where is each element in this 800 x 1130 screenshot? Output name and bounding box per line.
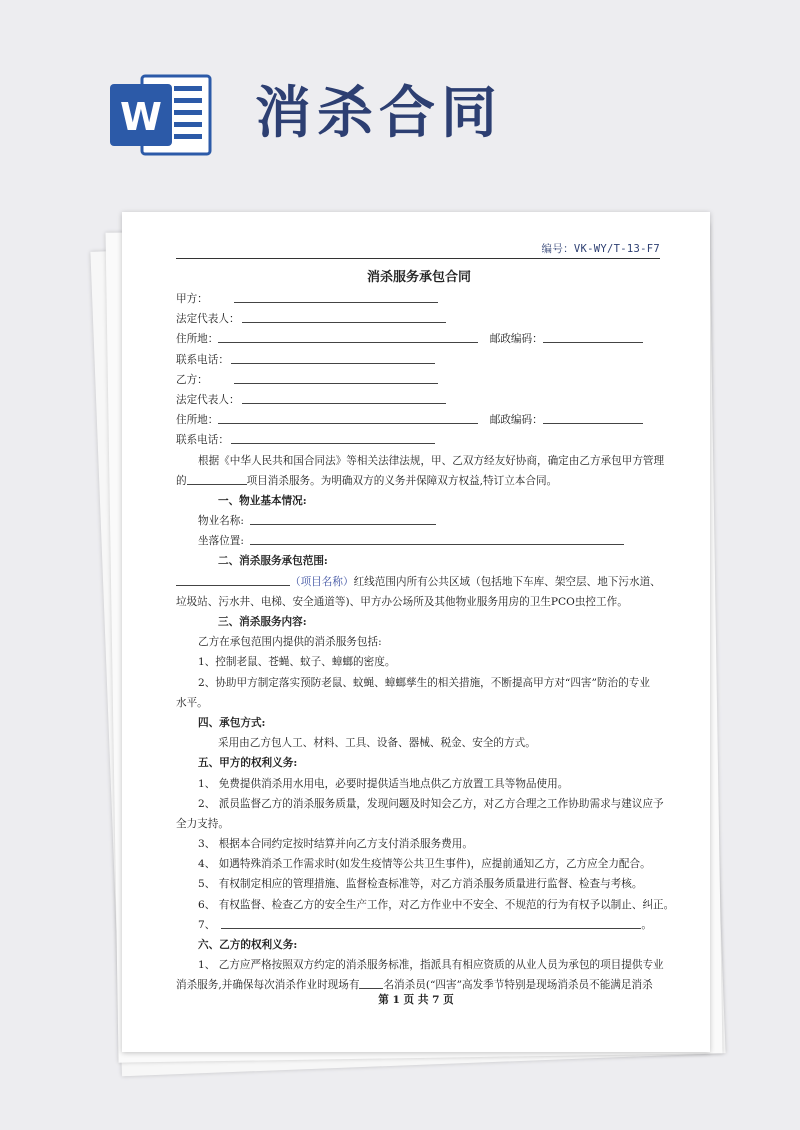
address-b-row <box>176 410 662 430</box>
duty-text: 名消杀员(“四害”高发季节特别是现场消杀员不能满足消杀 <box>383 979 653 992</box>
party-a-duty-2: 2、 派员监督乙方的消杀服务质量，发现问题及时知会乙方，对乙方合理之工作协助需求与建议应予 <box>198 797 664 810</box>
field-label: 法定代表人： <box>176 393 240 406</box>
fill-line <box>218 329 478 343</box>
fill-line <box>242 390 446 404</box>
fill-line <box>187 471 247 485</box>
scope-line-1 <box>176 572 662 592</box>
field-label: 法定代表人： <box>176 313 240 326</box>
document-code: 编号：VK-WY/T-13-F7 <box>541 243 660 255</box>
fill-line <box>242 309 446 323</box>
section-3-heading: 三、消杀服务内容: <box>218 616 307 628</box>
fill-line <box>234 289 438 303</box>
fill-line <box>231 350 435 364</box>
content-item-2-cont: 水平。 <box>176 696 208 709</box>
phone-b-row <box>176 430 662 450</box>
section-5-heading: 五、甲方的权利义务: <box>198 757 298 770</box>
section-1-heading: 一、物业基本情况: <box>218 494 307 507</box>
intro-text: 的 <box>176 474 187 487</box>
item-end: 。 <box>641 918 652 931</box>
field-label: 物业名称: <box>198 515 244 528</box>
property-name-row <box>176 511 662 531</box>
party-b-row <box>176 370 662 390</box>
fill-line <box>543 410 643 424</box>
field-label: 邮政编码： <box>489 414 543 427</box>
header-rule <box>176 240 660 259</box>
fill-line <box>250 531 624 545</box>
field-label: 联系电话： <box>176 353 229 366</box>
intro-text: 项目消杀服务。为明确双方的义务并保障双方权益,特订立本合同。 <box>246 474 558 487</box>
scope-text: 红线范围内所有公共区域（包括地下车库、架空层、地下污水道、 <box>353 575 661 588</box>
phone-a-row <box>176 350 662 370</box>
fill-line <box>218 410 478 424</box>
content-item-2: 2、协助甲方制定落实预防老鼠、蚊蝇、蟑螂孳生的相关措施，不断提高甲方对“四害”防治的专业 <box>198 676 650 689</box>
section-2-heading: 二、消杀服务承包范围: <box>218 555 328 568</box>
item-number: 7、 <box>198 918 216 931</box>
party-a-duty-6: 6、 有权监督、检查乙方的安全生产工作，对乙方作业中不安全、不规范的行为有权予以制止、纠正。 <box>198 898 675 911</box>
address-a-row <box>176 329 662 349</box>
content-intro: 乙方在承包范围内提供的消杀服务包括: <box>198 636 382 649</box>
party-a-duty-5: 5、 有权制定相应的管理措施、监督检查标准等，对乙方消杀服务质量进行监督、检查与考核。 <box>198 878 643 891</box>
party-a-duty-1: 1、 免费提供消杀用水用电，必要时提供适当地点供乙方放置工具等物品使用。 <box>198 777 569 790</box>
fill-line <box>231 430 435 444</box>
page-footer: 第 1 页 共 7 页 <box>378 994 454 1006</box>
field-label: 坐落位置: <box>198 535 244 548</box>
field-label: 住所地： <box>176 333 219 346</box>
document-body <box>176 264 675 996</box>
field-label: 甲方： <box>176 293 208 305</box>
content-item-1: 1、控制老鼠、苍蝇、蚊子、蟑螂的密度。 <box>198 656 396 669</box>
scope-line-2: 垃圾站、污水井、电梯、安全通道等)、甲方办公场所及其他物业服务用房的卫生PCO虫控工作。 <box>176 595 628 608</box>
fill-line <box>543 329 643 343</box>
party-b-duty-1: 1、 乙方应严格按照双方约定的消杀服务标准，指派具有相应资质的从业人员为承包的项目提供专业 <box>198 959 664 972</box>
fill-line <box>221 915 641 929</box>
fill-line <box>176 572 290 586</box>
word-icon <box>108 70 212 160</box>
party-a-duty-7 <box>176 915 662 935</box>
fill-line <box>250 511 436 525</box>
contract-mode-text: 采用由乙方包人工、材料、工具、设备、器械、税金、安全的方式。 <box>218 737 536 750</box>
document-page <box>122 212 710 1052</box>
party-a-duty-4: 4、 如遇特殊消杀工作需求时(如发生疫情等公共卫生事件)，应提前通知乙方，乙方应全力配合。 <box>198 858 651 871</box>
svg-text:W: W <box>120 95 162 139</box>
location-row <box>176 531 662 551</box>
fill-line <box>234 370 438 384</box>
party-a-row <box>176 289 662 309</box>
intro-line-2 <box>176 471 662 491</box>
duty-text: 消杀服务,并确保每次消杀作业时现场有 <box>176 979 360 992</box>
field-label: 联系电话： <box>176 434 229 447</box>
banner-title: 消杀合同 <box>255 81 503 146</box>
project-name-placeholder: （项目名称） <box>290 575 354 588</box>
field-label: 邮政编码： <box>489 333 543 346</box>
contract-title: 消杀服务承包合同 <box>366 270 471 285</box>
field-label: 乙方： <box>176 373 208 386</box>
legal-rep-b-row <box>176 390 662 410</box>
section-4-heading: 四、承包方式: <box>198 716 266 729</box>
fill-line <box>359 975 383 989</box>
party-a-duty-3: 3、 根据本合同约定按时结算并向乙方支付消杀服务费用。 <box>198 838 473 851</box>
legal-rep-a-row <box>176 309 662 329</box>
field-label: 住所地： <box>176 414 219 427</box>
intro-line-1: 根据《中华人民共和国合同法》等相关法律法规，甲、乙双方经友好协商，确定由乙方承包甲方管理 <box>198 454 665 467</box>
section-6-heading: 六、乙方的权利义务: <box>198 939 298 951</box>
party-a-duty-2-cont: 全力支持。 <box>176 817 229 830</box>
